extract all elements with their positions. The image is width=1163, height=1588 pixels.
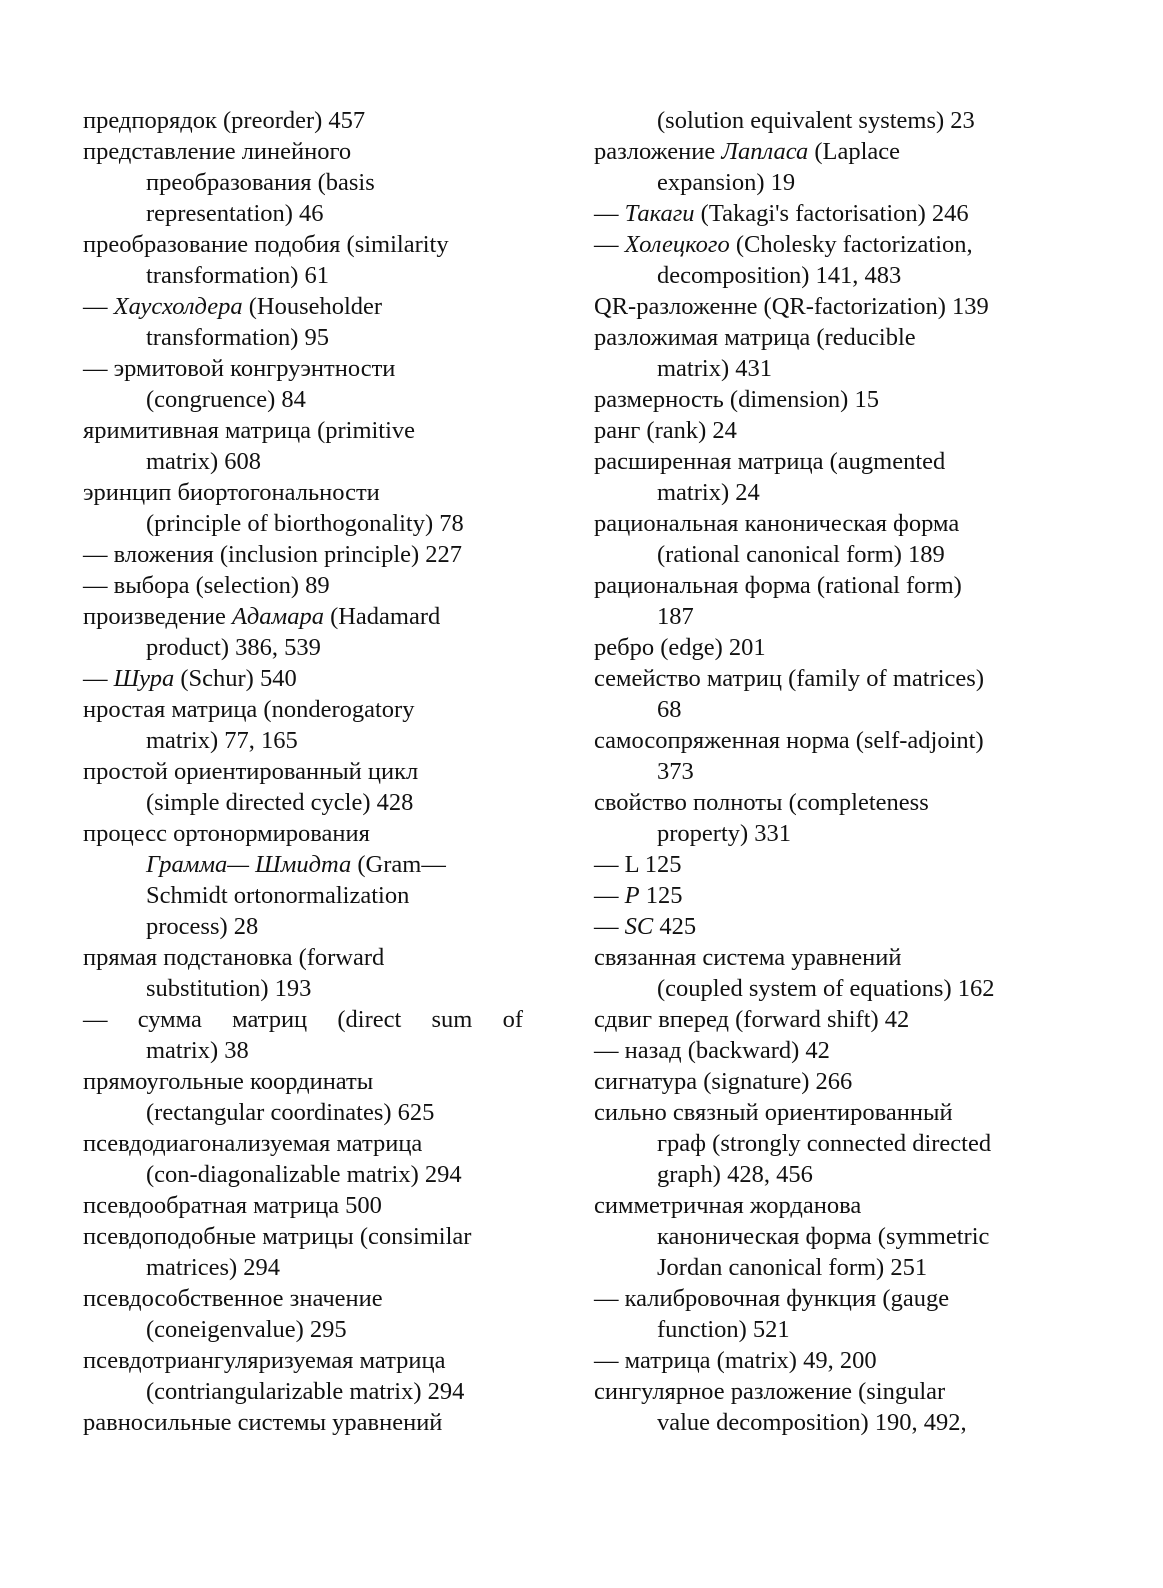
index-entry: QR-разложенне (QR-factorization) 139 (594, 293, 989, 320)
index-entry-continuation: substitution) 193 (146, 975, 312, 1002)
entry-text-suffix: (Gram— (351, 851, 446, 878)
entry-text-suffix: (Schur) 540 (174, 665, 297, 692)
index-entry: симметричная жорданова (594, 1192, 862, 1219)
index-entry: псевдодиагонализуемая матрица (83, 1130, 423, 1157)
entry-author-name: Холецкого (624, 231, 730, 258)
index-entry: сингулярное разложение (singular (594, 1378, 946, 1405)
index-entry (83, 291, 523, 322)
index-entry: — калибровочная функция (gauge (594, 1285, 950, 1312)
index-entry-continuation: matrix) 431 (657, 355, 772, 382)
index-entry: связанная система уравнений (594, 944, 902, 971)
index-entry-continuation: Jordan canonical form) 251 (657, 1254, 928, 1281)
index-entry-continuation: каноническая форма (symmetric (657, 1223, 990, 1250)
index-entry-continuation: function) 521 (657, 1316, 790, 1343)
index-entry-continuation: property) 331 (657, 820, 792, 847)
entry-word: матриц (232, 1006, 308, 1033)
index-entry-continuation: matrix) 24 (657, 479, 760, 506)
index-entry: размерность (dimension) 15 (594, 386, 879, 413)
index-entry: эринцип биортогональности (83, 479, 380, 506)
index-entry-continuation: Schmidt ortonormalization (146, 882, 410, 909)
entry-text-suffix: (Laplace (808, 138, 901, 165)
index-entry-continuation: (solution equivalent systems) 23 (657, 107, 975, 134)
entry-author-name: Хаусхолдера (113, 293, 243, 320)
index-entry: нростая матрица (nonderogatory (83, 696, 415, 723)
entry-author-name: P (624, 882, 640, 909)
index-entry (594, 198, 1044, 229)
entry-text-prefix: — (594, 200, 625, 227)
index-entry: семейство матриц (family of matrices) (594, 665, 984, 692)
index-entry-continuation: (congruence) 84 (146, 386, 306, 413)
index-entry-continuation: product) 386, 539 (146, 634, 321, 661)
index-entry: — матрица (matrix) 49, 200 (594, 1347, 877, 1374)
index-entry: рациональная форма (rational form) (594, 572, 962, 599)
entry-word: of (502, 1006, 523, 1033)
index-entry: простой ориентированный цикл (83, 758, 419, 785)
index-entry-continuation: 68 (657, 696, 682, 723)
index-entry: псевдообратная матрица 500 (83, 1192, 382, 1219)
index-entry-continuation: 373 (657, 758, 694, 785)
index-entry-continuation: (coupled system of equations) 162 (657, 975, 995, 1002)
index-column-right (594, 105, 1044, 1438)
entry-word: (direct (337, 1006, 402, 1033)
index-entry: — назад (backward) 42 (594, 1037, 830, 1064)
entry-text-suffix: (Cholesky factorization, (729, 231, 973, 258)
index-entry-continuation: (rational canonical form) 189 (657, 541, 945, 568)
index-entry: рациональная каноническая форма (594, 510, 960, 537)
entry-author-name: Шура (113, 665, 175, 692)
index-entry: ранг (rank) 24 (594, 417, 737, 444)
entry-text-suffix: (Hadamard (323, 603, 441, 630)
index-entry: — выбора (selection) 89 (83, 572, 330, 599)
index-entry: сдвиг вперед (forward shift) 42 (594, 1006, 910, 1033)
entry-text-suffix: (Householder (242, 293, 383, 320)
index-entry (594, 880, 1044, 911)
entry-text-prefix: произведение (83, 603, 232, 630)
index-entry: прямая подстановка (forward (83, 944, 385, 971)
index-entry: псевдотриангуляризуемая матрица (83, 1347, 446, 1374)
index-entry (594, 229, 1044, 260)
entry-author-name: Такаги (624, 200, 695, 227)
index-entry-continuation: matrices) 294 (146, 1254, 281, 1281)
index-entry-continuation: representation) 46 (146, 200, 324, 227)
index-entry-continuation: transformation) 61 (146, 262, 330, 289)
index-entry: свойство полноты (completeness (594, 789, 929, 816)
index-entry: преобразование подобия (similarity (83, 231, 449, 258)
index-entry: разложимая матрица (reducible (594, 324, 916, 351)
entry-text-suffix: (Takagi's factorisation) 246 (694, 200, 969, 227)
index-entry-continuation (83, 849, 523, 880)
entry-text-prefix: — (594, 231, 625, 258)
index-entry-continuation: 187 (657, 603, 694, 630)
index-entry-continuation: process) 28 (146, 913, 259, 940)
index-entry: — эрмитовой конгруэнтности (83, 355, 396, 382)
index-entry: равносильные системы уравнений (83, 1409, 443, 1436)
index-entry: — вложения (inclusion principle) 227 (83, 541, 463, 568)
index-entry-continuation: (contriangularizable matrix) 294 (146, 1378, 465, 1405)
index-entry-continuation: (coneigenvalue) 295 (146, 1316, 347, 1343)
index-entry-continuation: (principle of biorthogonality) 78 (146, 510, 464, 537)
entry-author-name: Грамма— Шмидта (146, 851, 352, 878)
entry-author-name: Адамара (231, 603, 324, 630)
entry-author-name: Лапласа (721, 138, 809, 165)
index-entry-continuation: преобразования (basis (146, 169, 375, 196)
entry-text-prefix: — (594, 882, 625, 909)
index-entry (594, 911, 1044, 942)
index-entry: псевдоподобные матрицы (consimilar (83, 1223, 472, 1250)
index-entry-continuation: expansion) 19 (657, 169, 796, 196)
entry-word: сумма (137, 1006, 202, 1033)
index-entry: псевдособственное значение (83, 1285, 383, 1312)
index-entry: представление линейного (83, 138, 352, 165)
index-entry-continuation: transformation) 95 (146, 324, 330, 351)
index-entry: сильно связный ориентированный (594, 1099, 953, 1126)
index-entry-continuation: graph) 428, 456 (657, 1161, 813, 1188)
index-entry: предпорядок (preorder) 457 (83, 107, 366, 134)
index-entry-continuation: граф (strongly connected directed (657, 1130, 992, 1157)
entry-word: sum (431, 1006, 473, 1033)
index-entry (83, 663, 523, 694)
index-entry-continuation: value decomposition) 190, 492, (657, 1409, 967, 1436)
entry-text-suffix: 125 (639, 882, 683, 909)
index-entry-continuation: matrix) 38 (146, 1037, 249, 1064)
index-entry (83, 601, 523, 632)
index-entry-continuation: (rectangular coordinates) 625 (146, 1099, 435, 1126)
index-column-left (83, 105, 523, 1438)
index-entry: самосопряженная норма (self-adjoint) (594, 727, 984, 754)
entry-text-prefix: — (594, 913, 625, 940)
index-entry-continuation: (simple directed cycle) 428 (146, 789, 414, 816)
entry-text-prefix: — (83, 665, 114, 692)
index-entry-continuation: (con-diagonalizable matrix) 294 (146, 1161, 462, 1188)
index-entry-continuation: decomposition) 141, 483 (657, 262, 902, 289)
index-entry: яримитивная матрица (primitive (83, 417, 416, 444)
index-entry (594, 136, 1044, 167)
index-entry-continuation: matrix) 77, 165 (146, 727, 298, 754)
entry-text-suffix: 425 (653, 913, 697, 940)
entry-text-prefix: разложение (594, 138, 722, 165)
index-entry: ребро (edge) 201 (594, 634, 766, 661)
index-entry: расширенная матрица (augmented (594, 448, 946, 475)
entry-text-prefix: — (83, 293, 114, 320)
index-entry: сигнатура (signature) 266 (594, 1068, 853, 1095)
index-entry: процесс ортонормирования (83, 820, 370, 847)
index-entry: прямоугольные координаты (83, 1068, 374, 1095)
entry-word: — (83, 1006, 108, 1033)
index-entry-continuation: matrix) 608 (146, 448, 261, 475)
entry-author-name: SC (624, 913, 654, 940)
index-entry: — L 125 (594, 851, 682, 878)
index-entry (83, 1004, 523, 1035)
